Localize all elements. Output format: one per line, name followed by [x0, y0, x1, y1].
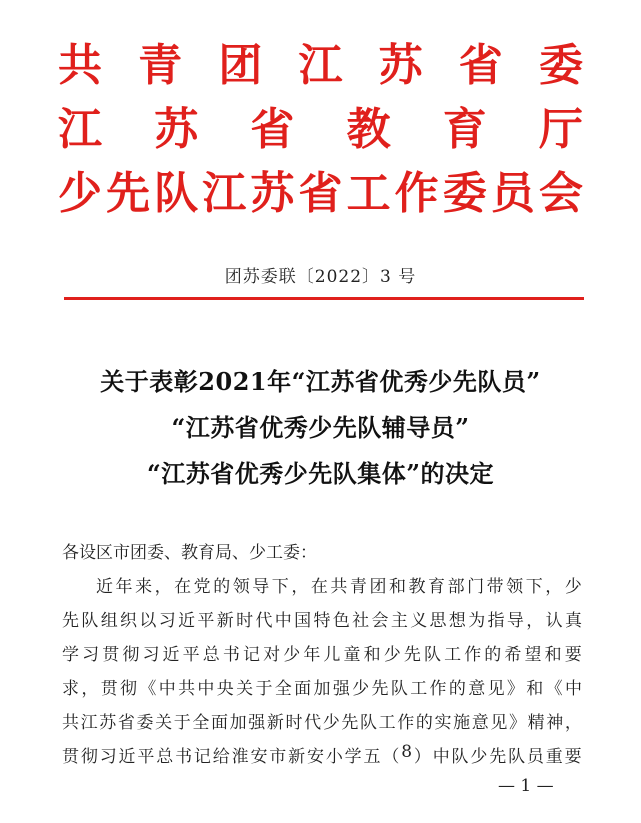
page-number: — 1 —: [498, 776, 554, 796]
issuer-org-1: 共 青 团 江 苏 省 委: [58, 40, 583, 91]
title-line-3: “江苏省优秀少先队集体”的决定: [146, 459, 495, 488]
issuer-org-3: 少 先 队 江 苏 省 工 作 委 员 会: [58, 168, 583, 219]
title-line-1: 关于表彰2021年“江苏省优秀少先队员”: [100, 367, 541, 396]
salutation: 各设区市团委、教育局、少工委：: [62, 543, 317, 563]
body-line: 近 年 来 ， 在 党 的 领 导 下 ， 在 共 青 团 和 教 育 部 门 带 领 下 ， 少: [96, 577, 582, 597]
body-line: 贯 彻 习 近 平 总 书 记 给 淮 安 市 新 安 小 学 五 （ 8 ） 中 队 少 先 队 员 重 要: [62, 742, 582, 767]
body-line: 先 队 组 织 以 习 近 平 新 时 代 中 国 特 色 社 会 主 义 思 想 为 指 导 ， 认 真: [62, 611, 582, 631]
body-line: 求 ， 贯 彻 《 中 共 中 央 关 于 全 面 加 强 少 先 队 工 作 的 意 见 》 和 《 中: [62, 679, 582, 699]
body-line: 学 习 贯 彻 习 近 平 总 书 记 对 少 年 儿 童 和 少 先 队 工 作 的 希 望 和 要: [62, 645, 582, 665]
red-separator-line: [64, 297, 584, 300]
document-number: 团苏委联〔2022〕3 号: [224, 267, 417, 287]
issuer-org-2: 江 苏 省 教 育 厅: [58, 104, 583, 155]
title-line-2: “江苏省优秀少先队辅导员”: [171, 413, 470, 442]
body-line: 共 江 苏 省 委 关 于 全 面 加 强 新 时 代 少 先 队 工 作 的 实 施 意 见 》 精 神 ，: [62, 713, 582, 733]
